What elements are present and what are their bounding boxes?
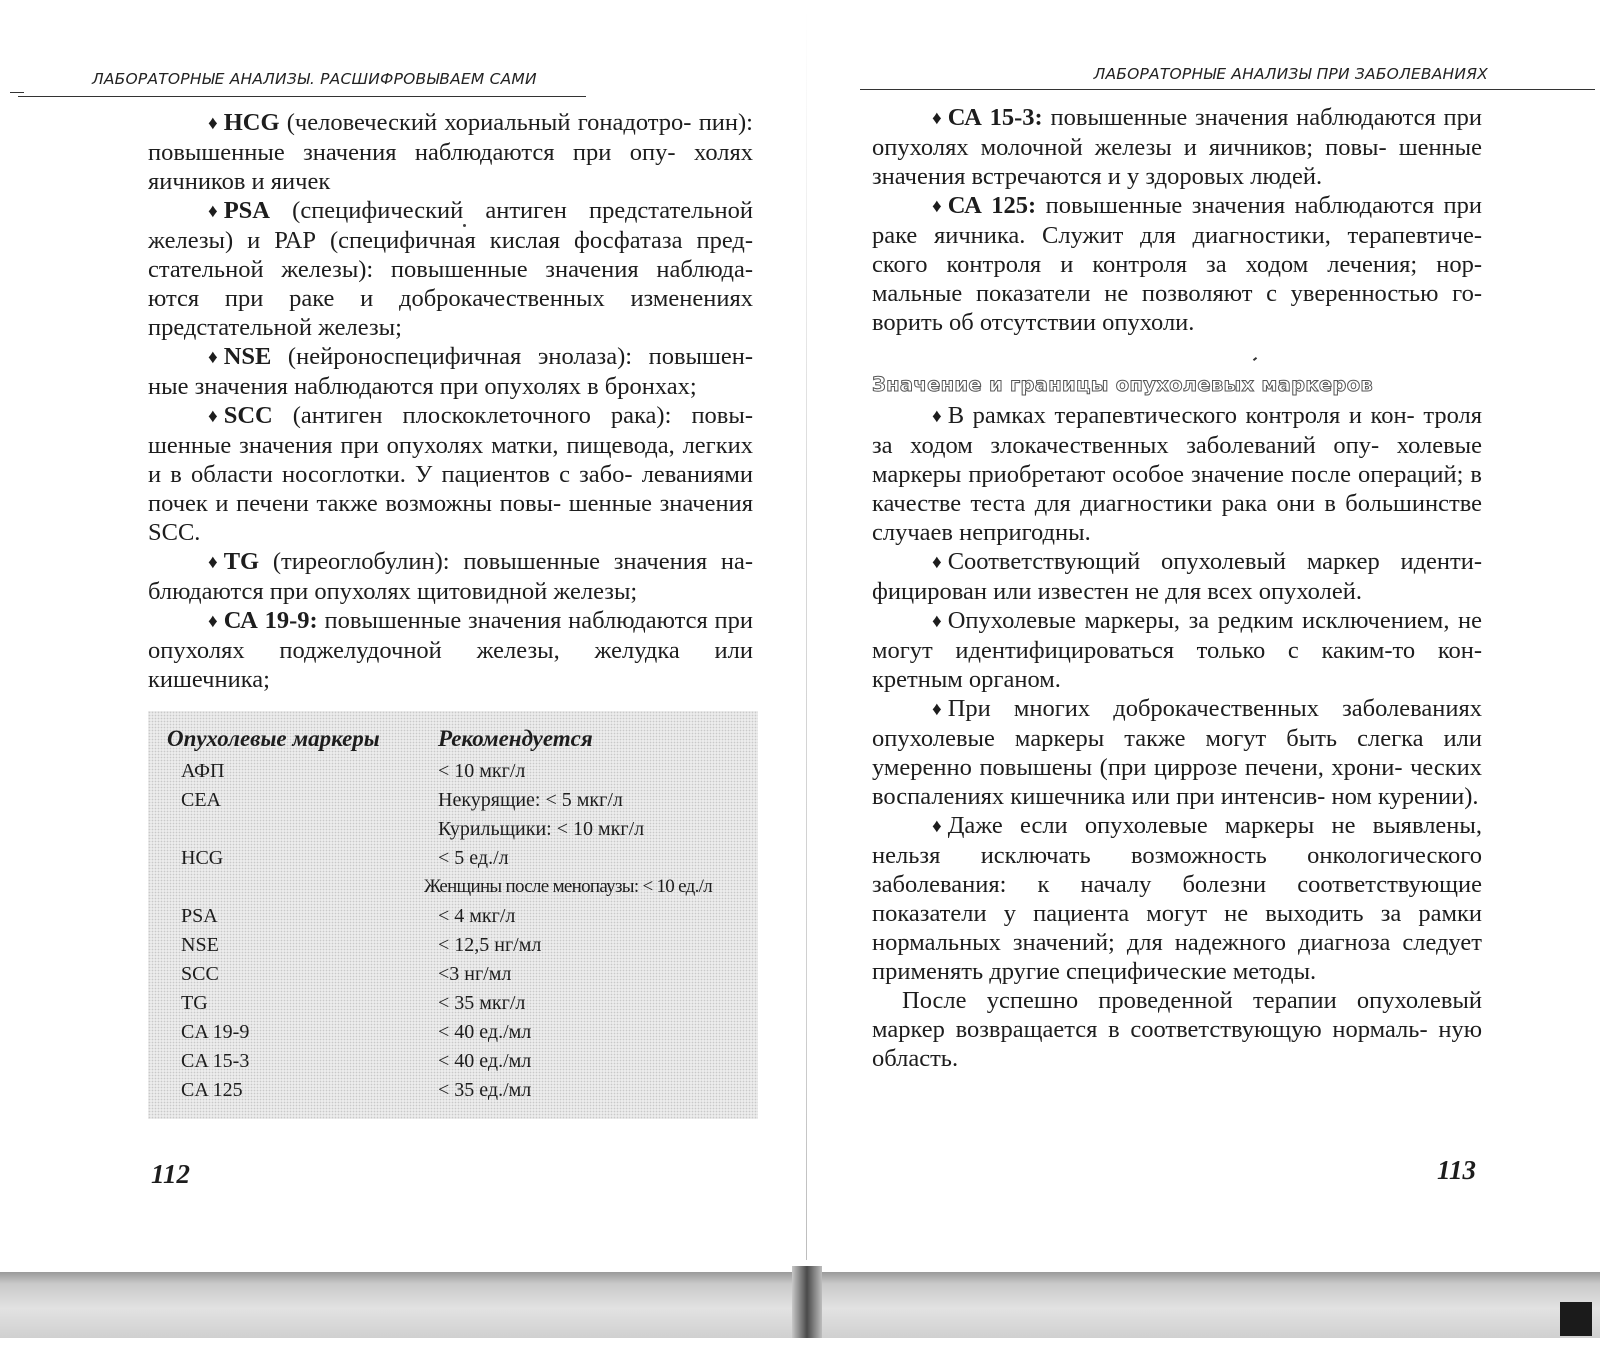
text-line: Соответствующий опухолевый маркер иденти- <box>947 548 1482 575</box>
term-label: NSE <box>223 343 272 370</box>
table-marker-cell: АФП <box>181 760 225 782</box>
text-line: В рамках терапевтического контроля и кон- <box>947 402 1415 429</box>
table-value-cell: < 35 мкг/л <box>438 992 526 1014</box>
text-line: повышенные значения наблюдаются при <box>1036 192 1482 219</box>
text-line: При многих доброкачественных заболеваниях <box>947 695 1482 722</box>
running-head-right: ЛАБОРАТОРНЫЕ АНАЛИЗЫ ПРИ ЗАБОЛЕВАНИЯХ <box>1093 65 1488 83</box>
table-marker-cell: TG <box>181 992 208 1014</box>
paragraph-after-therapy <box>872 986 1482 1073</box>
text-line: показатели у пациента могут не выходить за рамки <box>872 900 1482 927</box>
diamond-bullet-icon: ♦ <box>932 406 942 427</box>
text-line: ную область. <box>872 1016 1482 1072</box>
paragraph-nse <box>148 342 753 401</box>
table-marker-cell: HCG <box>181 847 224 869</box>
table-marker-cell: PSA <box>181 905 218 927</box>
text-line: троля за ходом злокачественных заболеваний опу- <box>872 402 1482 459</box>
text-line: ются при раке и доброкачественных изменениях <box>148 285 753 312</box>
text-line: железы) и РАР (специфичная кислая фосфатаза пред- <box>148 227 753 254</box>
paragraph-hcg <box>148 108 753 196</box>
text-line: маркер возвращается в соответствующую нормаль- <box>872 1016 1428 1043</box>
text-line: заболевания: к началу болезни соответствующие <box>872 871 1482 898</box>
text-line: блюдаются при опухолях щитовидной железы; <box>148 578 638 605</box>
text-line: легких и в области носоглотки. У пациентов с забо- <box>148 432 753 488</box>
text-line: умеренно повышены (при циррозе печени, хрони- <box>872 754 1403 781</box>
text-line: ворить об отсутствии опухоли. <box>872 309 1195 336</box>
text-line: Даже если опухолевые маркеры не выявлены, <box>947 812 1482 839</box>
text-line: кишечника; <box>148 666 270 693</box>
paragraph-ca15-3 <box>872 103 1482 191</box>
scan-corner-shadow <box>1560 1302 1592 1336</box>
text-line: при опухолях молочной железы и яичников; повы- <box>872 104 1483 161</box>
tumor-markers-table <box>148 711 758 1119</box>
text-line: раке яичника. Служит для диагностики, терапевтиче- <box>872 222 1482 249</box>
table-marker-cell: CA 15-3 <box>181 1050 250 1072</box>
text-line: следует применять другие специфические методы. <box>872 929 1483 985</box>
diamond-bullet-icon: ♦ <box>932 552 942 573</box>
text-line: (нейроноспецифичная энолаза): повышен- <box>271 343 753 370</box>
text-line: (специфический антиген предстательной <box>270 197 753 224</box>
diamond-bullet-icon: ♦ <box>932 196 942 217</box>
right-body-text-top <box>872 103 1482 337</box>
page-number-left: 112 <box>151 1159 191 1189</box>
text-line: холевые маркеры приобретают особое значение <box>872 432 1482 488</box>
diamond-bullet-icon: ♦ <box>932 108 942 129</box>
page-number-right: 113 <box>1437 1155 1477 1185</box>
text-line: фицирован или известен не для всех опухолей. <box>872 578 1362 605</box>
table-value-cell: < 5 ед./л <box>438 847 509 869</box>
table-marker-cell: SCC <box>181 963 219 985</box>
table-value-cell: Курильщики: < 10 мкг/л <box>438 818 645 840</box>
running-head-left: ЛАБОРАТОРНЫЕ АНАЛИЗЫ. РАСШИФРОВЫВАЕМ САМИ <box>92 70 537 88</box>
header-rule-tick <box>10 92 24 93</box>
text-line: ческих воспалениях кишечника или при интенсив- <box>872 754 1483 810</box>
paragraph-not-detected <box>872 811 1482 986</box>
term-label: СА 125: <box>947 192 1037 219</box>
text-line: не могут идентифицироваться только с каким-то кон- <box>872 607 1483 664</box>
table-marker-cell: CEA <box>181 789 221 811</box>
text-line: опухолевые маркеры также могут быть слегка или <box>872 725 1482 752</box>
text-line: шенные значения встречаются и у здоровых людей. <box>872 134 1483 190</box>
text-line: при опухолях поджелудочной железы, желудка или <box>148 607 754 664</box>
paragraph-ca125 <box>872 191 1482 337</box>
table-value-cell: < 12,5 нг/мл <box>438 934 542 956</box>
diamond-bullet-icon: ♦ <box>208 406 218 427</box>
table-value-cell: < 40 ед./мл <box>438 1050 532 1072</box>
table-value-cell: <3 нг/мл <box>438 963 512 985</box>
text-line: повышенные значения наблюдаются <box>317 607 708 634</box>
text-line: После успешно проведенной терапии опухолевый <box>902 987 1482 1014</box>
text-line: стательной железы): повышенные значения наблюда- <box>148 256 753 283</box>
term-label: СА 15-3: <box>947 104 1043 131</box>
text-line: (антиген плоскоклеточного рака): повы- <box>272 402 753 429</box>
text-line: леваниями почек и печени также возможны повы- <box>148 461 754 517</box>
term-label: TG <box>223 548 260 575</box>
text-line: мальные показатели не позволяют с уверенностью го- <box>872 280 1482 307</box>
text-line: предстательной железы; <box>148 314 402 341</box>
table-header-recommended: Рекомендуется <box>438 726 593 751</box>
text-line: ном курении). <box>1331 783 1479 810</box>
table-value-cell: Женщины после менопаузы: < 10 ед./л <box>424 876 713 897</box>
table-value-cell: < 10 мкг/л <box>438 760 526 782</box>
text-line: нормальных значений; для надежного диагноза <box>872 929 1391 956</box>
text-line: Опухолевые маркеры, за редким исключением, <box>947 607 1450 634</box>
term-label: PSA <box>223 197 270 224</box>
table-marker-cell: CA 19-9 <box>181 1021 250 1043</box>
diamond-bullet-icon: ♦ <box>208 611 218 632</box>
table-value-cell: < 4 мкг/л <box>438 905 516 927</box>
paragraph-scc <box>148 401 753 547</box>
paragraph-benign-diseases <box>872 694 1482 811</box>
diamond-bullet-icon: ♦ <box>208 201 218 222</box>
paragraph-ca19-9 <box>148 606 753 694</box>
text-line: нельзя исключать возможность онкологического <box>872 842 1482 869</box>
paragraph-organ-specificity <box>872 606 1482 694</box>
table-marker-cell: CA 125 <box>181 1079 243 1101</box>
text-line: пин): повышенные значения наблюдаются при опу- <box>148 109 753 166</box>
text-line: повышенные значения наблюдаются <box>1042 104 1436 131</box>
paragraph-not-all-tumors <box>872 547 1482 606</box>
text-line: (человеческий хориальный гонадотро- <box>279 109 692 136</box>
left-body-text <box>148 108 753 694</box>
diamond-bullet-icon: ♦ <box>208 347 218 368</box>
diamond-bullet-icon: ♦ <box>932 611 942 632</box>
table-header-markers: Опухолевые маркеры <box>167 726 380 751</box>
text-line: (тиреоглобулин): повышенные значения на- <box>259 548 753 575</box>
text-line: ные значения наблюдаются при опухолях в бронхах; <box>148 373 697 400</box>
text-line: холях яичников и яичек <box>148 139 753 195</box>
text-line: кретным органом. <box>872 666 1061 693</box>
text-line: после операций; в качестве теста для диагностики <box>872 461 1482 517</box>
text-line: шенные значения SCC. <box>148 490 753 546</box>
text-line: рака они в большинстве случаев непригодны. <box>872 490 1482 546</box>
diamond-bullet-icon: ♦ <box>208 113 218 134</box>
paragraph-psa <box>148 196 753 342</box>
term-label: SCC <box>223 402 273 429</box>
spine-shadow <box>792 1266 822 1338</box>
text-line: шенные значения при опухолях матки, пищевода, <box>148 432 675 459</box>
table-value-cell: < 40 ед./мл <box>438 1021 532 1043</box>
table-value-cell: Некурящие: < 5 мкг/л <box>438 789 623 811</box>
term-label: СА 19-9: <box>223 607 318 634</box>
paragraph-therapeutic-control <box>872 401 1482 547</box>
diamond-bullet-icon: ♦ <box>932 816 942 837</box>
right-body-text-bottom <box>872 401 1482 1073</box>
paragraph-tg <box>148 547 753 606</box>
table-marker-cell: NSE <box>181 934 219 956</box>
diamond-bullet-icon: ♦ <box>208 552 218 573</box>
header-rule-left <box>18 96 586 97</box>
diamond-bullet-icon: ♦ <box>932 699 942 720</box>
section-heading: Значение и границы опухолевых маркеров <box>872 373 1374 396</box>
text-line: ского контроля и контроля за ходом лечения; нор- <box>872 251 1482 278</box>
header-rule-right <box>860 89 1595 90</box>
table-value-cell: < 35 ед./мл <box>438 1079 532 1101</box>
term-label: HCG <box>223 109 280 136</box>
